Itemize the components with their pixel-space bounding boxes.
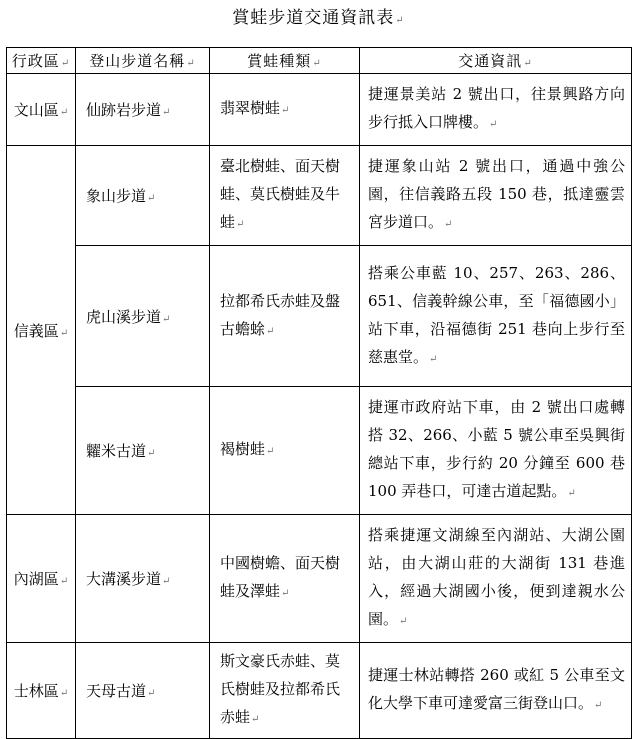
header-row (7, 48, 632, 74)
traffic-cell: 捷運市政府站下車，由 2 號出口處轉搭 32、266、小藍 5 號公車至吳興街總站下車，步行約 20 分鐘至 600 巷 100 弄巷口，可達古道起點。↵ (360, 387, 632, 515)
district-cell: 士林區↵ (7, 643, 76, 739)
header-district: 行政區↵ (7, 48, 76, 74)
trail-cell: 糶米古道↵ (76, 387, 210, 515)
frog-cell: 斯文豪氏赤蛙、莫氏樹蛙及拉都希氏赤蛙↵ (210, 643, 360, 739)
table-row (7, 246, 632, 387)
trail-cell: 象山步道↵ (76, 146, 210, 246)
traffic-cell: 捷運景美站 2 號出口，往景興路方向步行抵入口牌樓。↵ (360, 74, 632, 146)
district-cell: 內湖區↵ (7, 515, 76, 643)
header-trail: 登山步道名稱↵ (76, 48, 210, 74)
table-title (0, 0, 637, 40)
frog-cell: 中國樹蟾、面天樹蛙及澤蛙↵ (210, 515, 360, 643)
paragraph-mark: ↵ (395, 15, 405, 26)
traffic-cell: 捷運象山站 2 號出口，通過中強公園，往信義路五段 150 巷，抵達靈雲宮步道口。↵ (360, 146, 632, 246)
traffic-cell: 搭乘捷運文湖線至內湖站、大湖公園站，由大湖山莊的大湖街 131 巷進入，經過大湖國小後，便到達親水公園。↵ (360, 515, 632, 643)
table-row (7, 146, 632, 246)
trail-cell: 天母古道↵ (76, 643, 210, 739)
title-text: 賞蛙步道交通資訊表 (232, 8, 395, 28)
frog-cell: 褐樹蛙↵ (210, 387, 360, 515)
trail-cell: 大溝溪步道↵ (76, 515, 210, 643)
trail-cell: 虎山溪步道↵ (76, 246, 210, 387)
table-row (7, 387, 632, 515)
table-row (7, 515, 632, 643)
traffic-cell: 搭乘公車藍 10、257、263、286、651、信義幹線公車，至「福德國小」站下車，沿福德街 251 巷向上步行至慈惠堂。↵ (360, 246, 632, 387)
header-traffic: 交通資訊↵ (360, 48, 632, 74)
frog-cell: 臺北樹蛙、面天樹蛙、莫氏樹蛙及牛蛙↵ (210, 146, 360, 246)
district-cell: 文山區↵ (7, 74, 76, 146)
frog-cell: 拉都希氏赤蛙及盤古蟾蜍↵ (210, 246, 360, 387)
frog-cell: 翡翠樹蛙↵ (210, 74, 360, 146)
table-row (7, 74, 632, 146)
trail-info-table (6, 47, 632, 739)
table-row (7, 643, 632, 739)
district-cell: 信義區↵ (7, 146, 76, 515)
traffic-cell: 捷運士林站轉搭 260 或紅 5 公車至文化大學下車可達愛富三街登山口。↵ (360, 643, 632, 739)
header-frog: 賞蛙種類↵ (210, 48, 360, 74)
trail-cell: 仙跡岩步道↵ (76, 74, 210, 146)
